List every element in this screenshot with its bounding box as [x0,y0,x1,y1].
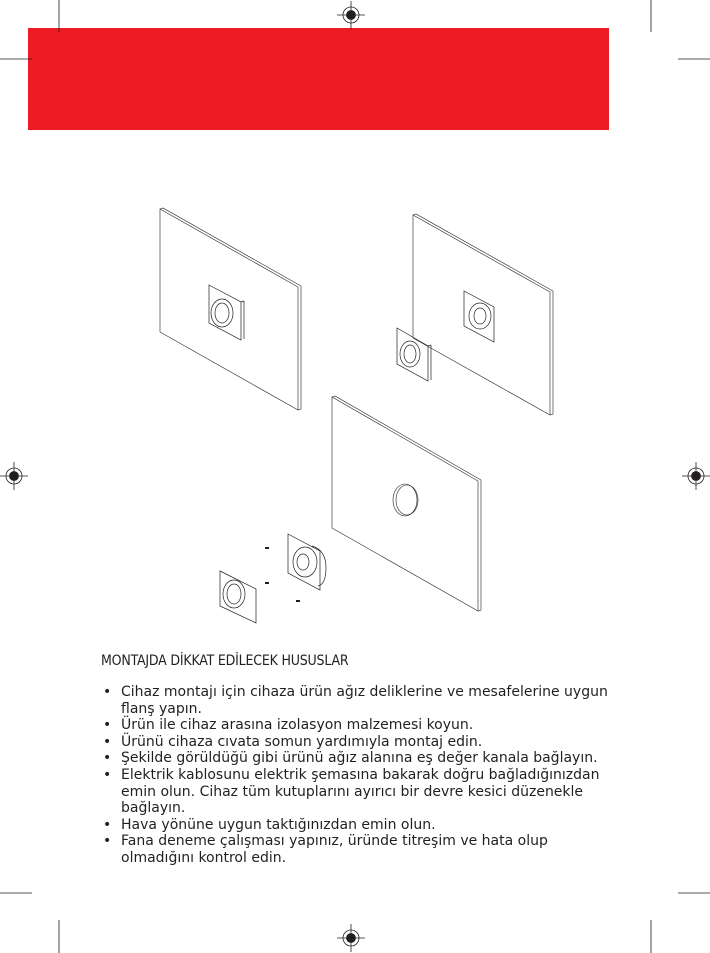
fan-flange-right [464,291,494,342]
section-heading: MONTAJDA DİKKAT EDİLECEK HUSUSLAR [101,653,349,669]
list-item: • Elektrik kablosunu elektrik şemasına bakarak doğru bağladığınızdan emin olun. Cihaz tüm kutuplarını ayırıcı bir devre kesici düzenekle bağlayın. [101,767,621,817]
list-item: • Fana deneme çalışması yapınız, üründe titreşim ve hata olup olmadığını kontrol edin. [101,833,621,866]
list-item: • Şekilde görüldüğü gibi ürünü ağız alanına eş değer kanala bağlayın. [101,750,621,767]
duct-hole [393,484,417,516]
screw-icon [265,547,300,602]
wall-panel-left [160,208,301,410]
list-item: • Cihaz montajı için cihaza ürün ağız deliklerine ve mesafelerine uygun flanş yapın. [101,684,621,717]
list-item: • Ürünü cihaza cıvata somun yardımıyla montaj edin. [101,734,621,751]
fan-motor-exploded [288,534,326,590]
instruction-list [101,684,621,867]
fan-grille-right [397,328,431,381]
fan-grille-exploded [220,571,256,623]
fan-mounted-left [209,285,244,340]
list-item: • Ürün ile cihaz arasına izolasyon malzemesi koyun. [101,717,621,734]
wall-panel-right [413,214,553,415]
wall-panel-bottom [332,396,481,611]
list-item: • Hava yönüne uygun taktığınızdan emin olun. [101,817,621,834]
